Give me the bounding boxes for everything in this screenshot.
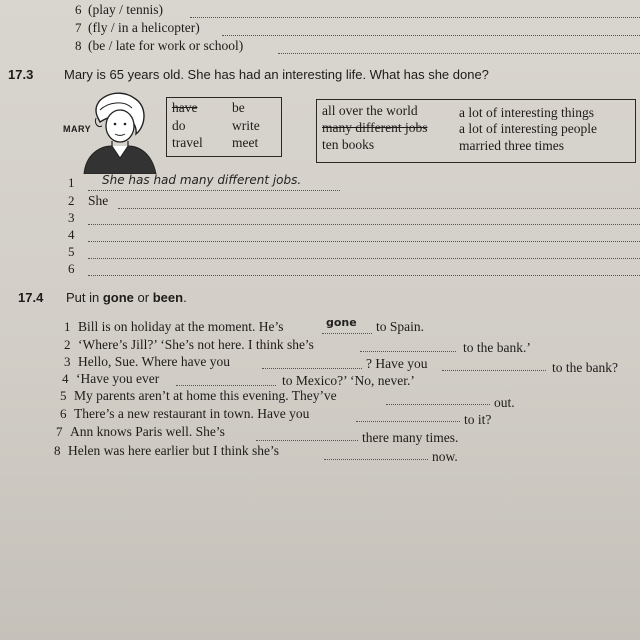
item-number: 1: [64, 319, 71, 334]
phrase-word: a lot of interesting people: [459, 121, 597, 136]
answer-number: 3: [68, 210, 75, 225]
mary-label: MARY: [63, 124, 92, 134]
item-text: now.: [432, 449, 458, 464]
verb-word: travel: [172, 135, 203, 150]
item-number: 3: [64, 354, 71, 369]
instruction-keyword: been: [152, 290, 184, 305]
item-text: My parents aren’t at home this evening. They’ve: [74, 388, 337, 403]
blank[interactable]: [356, 421, 460, 422]
instruction-text: or: [133, 290, 153, 305]
item-prompt: (be / late for work or school): [88, 38, 244, 53]
answer-prompt: She: [88, 193, 109, 208]
item-text: to it?: [464, 412, 492, 427]
answer-line[interactable]: [190, 17, 640, 18]
verb-word: meet: [232, 135, 259, 150]
item-number: 6: [60, 406, 67, 421]
item-number: 4: [62, 371, 69, 386]
blank[interactable]: [386, 404, 490, 405]
item-text: Helen was here earlier but I think she’s: [68, 443, 280, 458]
blank[interactable]: [442, 370, 546, 371]
item-number: 5: [60, 388, 67, 403]
answer-line[interactable]: [88, 190, 340, 191]
item-number: 6: [75, 2, 82, 17]
item-text: Bill is on holiday at the moment. He’s: [78, 319, 284, 334]
item-text: ‘Where’s Jill?’ ‘She’s not here. I think she’s: [78, 337, 314, 352]
blank[interactable]: [262, 368, 362, 369]
answer-line[interactable]: [88, 275, 640, 276]
answer-line[interactable]: [118, 208, 640, 209]
phrase-word: many different jobs: [322, 120, 428, 135]
answer-line[interactable]: [88, 224, 640, 225]
item-text: to Mexico?’ ‘No, never.’: [282, 373, 415, 388]
answer-line[interactable]: [88, 241, 640, 242]
answer-number: 5: [68, 244, 75, 259]
instruction-text: .: [183, 290, 187, 305]
item-text: ‘Have you ever: [76, 371, 160, 386]
item-text: ? Have you: [366, 356, 428, 371]
instruction-text: Put in: [66, 290, 103, 305]
verb-word: have: [172, 100, 198, 115]
blank[interactable]: [324, 459, 428, 460]
verb-word: be: [232, 100, 245, 115]
exercise-number: 17.3: [8, 67, 34, 82]
item-number: 7: [56, 424, 63, 439]
item-text: to Spain.: [376, 319, 425, 334]
verb-word: write: [232, 118, 260, 133]
item-text: There’s a new restaurant in town. Have you: [74, 406, 310, 421]
exercise-instruction: Mary is 65 years old. She has had an interesting life. What has she done?: [64, 67, 489, 82]
item-number: 2: [64, 337, 71, 352]
phrase-word: married three times: [459, 138, 564, 153]
answer-number: 6: [68, 261, 75, 276]
item-text: to the bank.’: [463, 340, 531, 355]
item-number: 8: [54, 443, 61, 458]
answer-number: 1: [68, 175, 75, 190]
phrase-word: ten books: [322, 137, 375, 152]
answer-number: 4: [68, 227, 75, 242]
answer-line[interactable]: [88, 258, 640, 259]
blank[interactable]: [360, 351, 456, 352]
verb-word: do: [172, 118, 186, 133]
phrase-word: a lot of interesting things: [459, 105, 594, 120]
phrase-word: all over the world: [322, 103, 418, 118]
handwritten-answer: She has had many different jobs.: [102, 173, 302, 187]
item-text: to the bank?: [552, 360, 618, 375]
instruction-keyword: gone: [102, 290, 134, 305]
answer-line[interactable]: [278, 53, 640, 54]
item-text: Hello, Sue. Where have you: [78, 354, 230, 369]
exercise-number: 17.4: [18, 290, 44, 305]
item-prompt: (play / tennis): [88, 2, 163, 17]
exercise-instruction: [66, 290, 187, 305]
answer-line[interactable]: [222, 35, 640, 36]
item-number: 7: [75, 20, 82, 35]
item-number: 8: [75, 38, 82, 53]
item-text: there many times.: [362, 430, 459, 445]
blank[interactable]: [256, 440, 358, 441]
item-text: Ann knows Paris well. She’s: [70, 424, 225, 439]
handwritten-answer: gone: [326, 316, 357, 329]
blank[interactable]: [322, 333, 372, 334]
answer-number: 2: [68, 193, 75, 208]
item-text: out.: [494, 395, 515, 410]
blank[interactable]: [176, 385, 276, 386]
item-prompt: (fly / in a helicopter): [88, 20, 200, 35]
